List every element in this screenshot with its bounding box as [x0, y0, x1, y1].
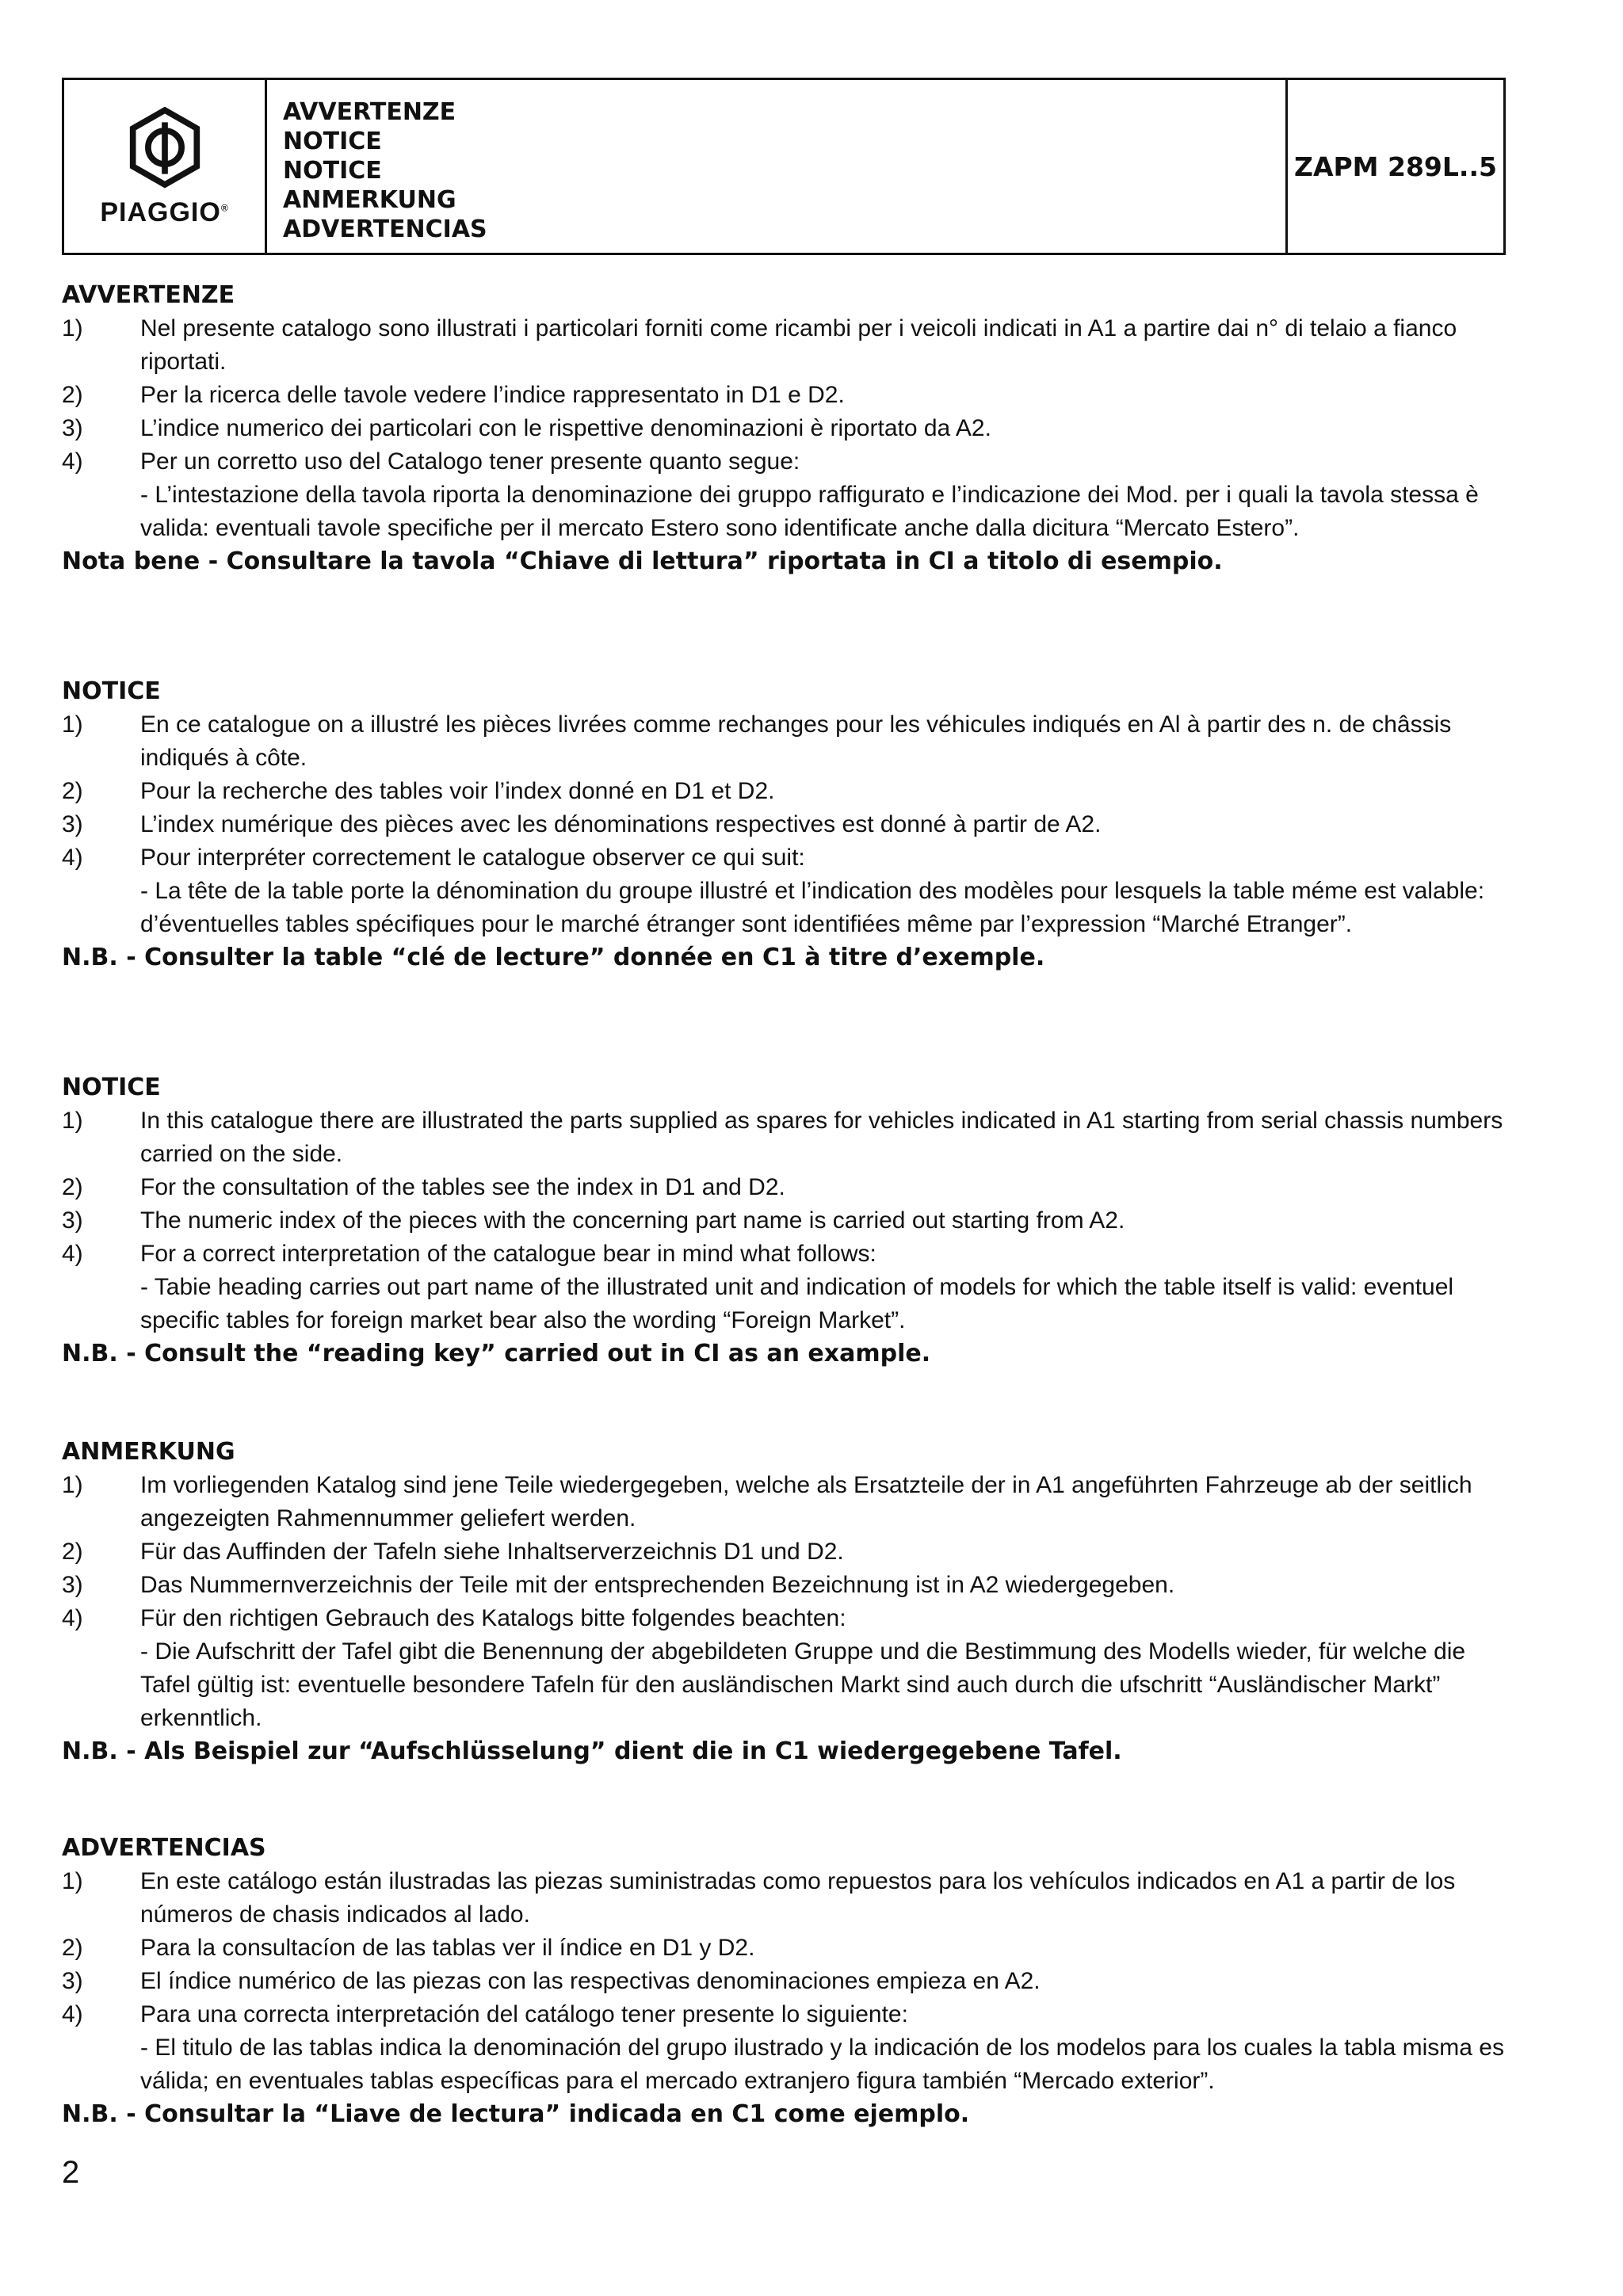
item-number: 3) — [62, 1207, 83, 1234]
header-title: NOTICE — [283, 157, 382, 185]
list-item — [62, 1602, 1512, 1635]
list-item — [62, 708, 1512, 775]
item-text: El índice numérico de las piezas con las respectivas denominaciones empieza en A2. — [140, 1968, 1041, 1994]
item-number: 4) — [62, 1241, 83, 1267]
item-number: 3) — [62, 811, 83, 837]
item-number: 1) — [62, 315, 83, 341]
item-text: For the consultation of the tables see the index in D1 and D2. — [140, 1174, 785, 1200]
header-titles — [267, 80, 1288, 253]
list-item — [62, 808, 1512, 841]
header-title: NOTICE — [283, 128, 382, 155]
section-avvertenze — [62, 279, 1512, 578]
item-number: 3) — [62, 1572, 83, 1598]
item-number: 3) — [62, 1968, 83, 1994]
item-text: Pour la recherche des tables voir l’index donné en D1 et D2. — [140, 778, 775, 804]
item-number: 2) — [62, 1174, 83, 1200]
list-item — [62, 1104, 1512, 1171]
piaggio-emblem-icon — [127, 105, 203, 193]
item-number: 2) — [62, 1539, 83, 1565]
item-text: Per un corretto uso del Catalogo tener presente quanto segue: — [140, 448, 800, 475]
section-notice-fr — [62, 675, 1512, 974]
page-header — [62, 78, 1506, 255]
item-text: In this catalogue there are illustrated the parts supplied as spares for vehicles indicated in A1 starting from serial chassis numbers carried on the side. — [140, 1108, 1503, 1167]
catalog-code: ZAPM 289L..5 — [1294, 151, 1497, 182]
section-advertencias — [62, 1832, 1512, 2131]
item-text: Para la consultacíon de las tablas ver il índice en D1 y D2. — [140, 1935, 755, 1961]
item-text: Im vorliegenden Katalog sind jene Teile wiedergegeben, welche als Ersatzteile der in A1 angeführten Fahrzeuge ab der seitlich angezeigten Rahmennummer geliefert werden. — [140, 1472, 1472, 1531]
list-item — [62, 379, 1512, 412]
brand-name: PIAGGIO — [100, 196, 221, 227]
item-text: Para una correcta interpretación del catálogo tener presente lo siguiente: — [140, 2001, 908, 2027]
nota-bene: N.B. - Consulter la table “clé de lecture” donnée en C1 à titre d’exemple. — [62, 944, 1045, 971]
item-number: 1) — [62, 1108, 83, 1134]
item-number: 3) — [62, 415, 83, 441]
item-number: 2) — [62, 1935, 83, 1961]
item-text: En ce catalogue on a illustré les pièces livrées comme rechanges pour les véhicules indiqués en Al à partir des n. de châssis indiqués à côte. — [140, 711, 1452, 771]
list-item — [62, 1171, 1512, 1204]
item-text: L’index numérique des pièces avec les dénominations respectives est donné à partir de A2. — [140, 811, 1102, 837]
item-number: 4) — [62, 2001, 83, 2027]
header-title: ADVERTENCIAS — [283, 215, 487, 243]
page-number: 2 — [62, 2155, 80, 2190]
header-title: AVVERTENZE — [283, 98, 456, 126]
nota-bene: N.B. - Consultar la “Liave de lectura” indicada en C1 come ejemplo. — [62, 2100, 970, 2128]
item-subtext: - Tabie heading carries out part name of the illustrated unit and indication of models for which the table itself is valid: eventuel specific tables for foreign market bear also the wording “Foreign Market”. — [140, 1274, 1454, 1333]
nota-bene: N.B. - Als Beispiel zur “Aufschlüsselung” dient die in C1 wiedergegebene Tafel. — [62, 1737, 1122, 1765]
list-item — [62, 1998, 1512, 2031]
item-number: 2) — [62, 382, 83, 408]
list-item — [62, 1238, 1512, 1271]
item-text: Nel presente catalogo sono illustrati i particolari forniti come ricambi per i veicoli indicati in A1 a partire dai n° di telaio a fianco riportati. — [140, 315, 1457, 375]
item-text: The numeric index of the pieces with the concerning part name is carried out starting from A2. — [140, 1207, 1125, 1234]
item-text: En este catálogo están ilustradas las piezas suministradas como repuestos para los vehículos indicados en A1 a partir de los números de chasis indicados al lado. — [140, 1868, 1456, 1928]
item-subtext: - La tête de la table porte la dénomination du groupe illustré et l’indication des modèles pour lesquels la table méme est valable: d’éventuelles tables spécifiques pour le marché étranger sont identifiées même par l’expression “Marché Etranger”. — [140, 878, 1485, 937]
item-text: Pour interpréter correctement le catalogue observer ce qui suit: — [140, 845, 805, 871]
list-item — [62, 412, 1512, 445]
header-title: ANMERKUNG — [283, 186, 456, 214]
list-item — [62, 1204, 1512, 1238]
section-title: NOTICE — [62, 1074, 161, 1101]
list-item — [62, 1535, 1512, 1569]
item-number: 4) — [62, 448, 83, 475]
item-text: L’indice numerico dei particolari con le rispettive denominazioni è riportato da A2. — [140, 415, 991, 441]
section-title: NOTICE — [62, 677, 161, 705]
list-item — [62, 775, 1512, 808]
item-number: 2) — [62, 778, 83, 804]
list-item — [62, 1865, 1512, 1932]
section-notice-en — [62, 1071, 1512, 1371]
item-text: Das Nummernverzeichnis der Teile mit der entsprechenden Bezeichnung ist in A2 wiedergegeben. — [140, 1572, 1175, 1598]
item-text: Für das Auffinden der Tafeln siehe Inhaltserverzeichnis D1 und D2. — [140, 1539, 844, 1565]
list-item — [62, 445, 1512, 479]
list-item — [62, 841, 1512, 875]
section-title: ADVERTENCIAS — [62, 1834, 266, 1862]
item-number: 4) — [62, 845, 83, 871]
item-number: 4) — [62, 1605, 83, 1631]
item-subtext: - L’intestazione della tavola riporta la denominazione dei gruppo raffigurato e l’indicazione dei Mod. per i quali la tavola stessa è valida: eventuali tavole specifiche per il mercato Estero sono identificate anche dalla dicitura “Mercato Estero”. — [140, 482, 1479, 541]
item-subtext: - Die Aufschritt der Tafel gibt die Benennung der abgebildeten Gruppe und die Bestimmung des Modells wieder, für welche die Tafel gültig ist: eventuelle besondere Tafeln für den ausländischen Markt sind auch durch die ufschritt “Ausländischer Markt” erkenntlich. — [140, 1638, 1466, 1731]
item-number: 1) — [62, 711, 83, 738]
item-text: Per la ricerca delle tavole vedere l’indice rappresentato in D1 e D2. — [140, 382, 845, 408]
list-item — [62, 312, 1512, 379]
item-number: 1) — [62, 1868, 83, 1894]
nota-bene: Nota bene - Consultare la tavola “Chiave di lettura” riportata in CI a titolo di esempio. — [62, 547, 1223, 575]
item-number: 1) — [62, 1472, 83, 1498]
section-title: ANMERKUNG — [62, 1438, 235, 1466]
item-text: For a correct interpretation of the catalogue bear in mind what follows: — [140, 1241, 876, 1267]
section-title: AVVERTENZE — [62, 281, 235, 309]
list-item — [62, 1469, 1512, 1535]
item-subtext: - El titulo de las tablas indica la denominación del grupo ilustrado y la indicación de los modelos para los cuales la tabla misma es válida; en eventuales tablas específicas para el mercado extranjero figura también “Mercado exterior”. — [140, 2035, 1504, 2094]
list-item — [62, 1569, 1512, 1602]
nota-bene: N.B. - Consult the “reading key” carried out in CI as an example. — [62, 1340, 931, 1367]
section-anmerkung — [62, 1436, 1512, 1768]
item-text: Für den richtigen Gebrauch des Katalogs bitte folgendes beachten: — [140, 1605, 846, 1631]
list-item — [62, 1932, 1512, 1965]
list-item — [62, 1965, 1512, 1998]
piaggio-logo: PIAGGIO® — [64, 80, 267, 253]
